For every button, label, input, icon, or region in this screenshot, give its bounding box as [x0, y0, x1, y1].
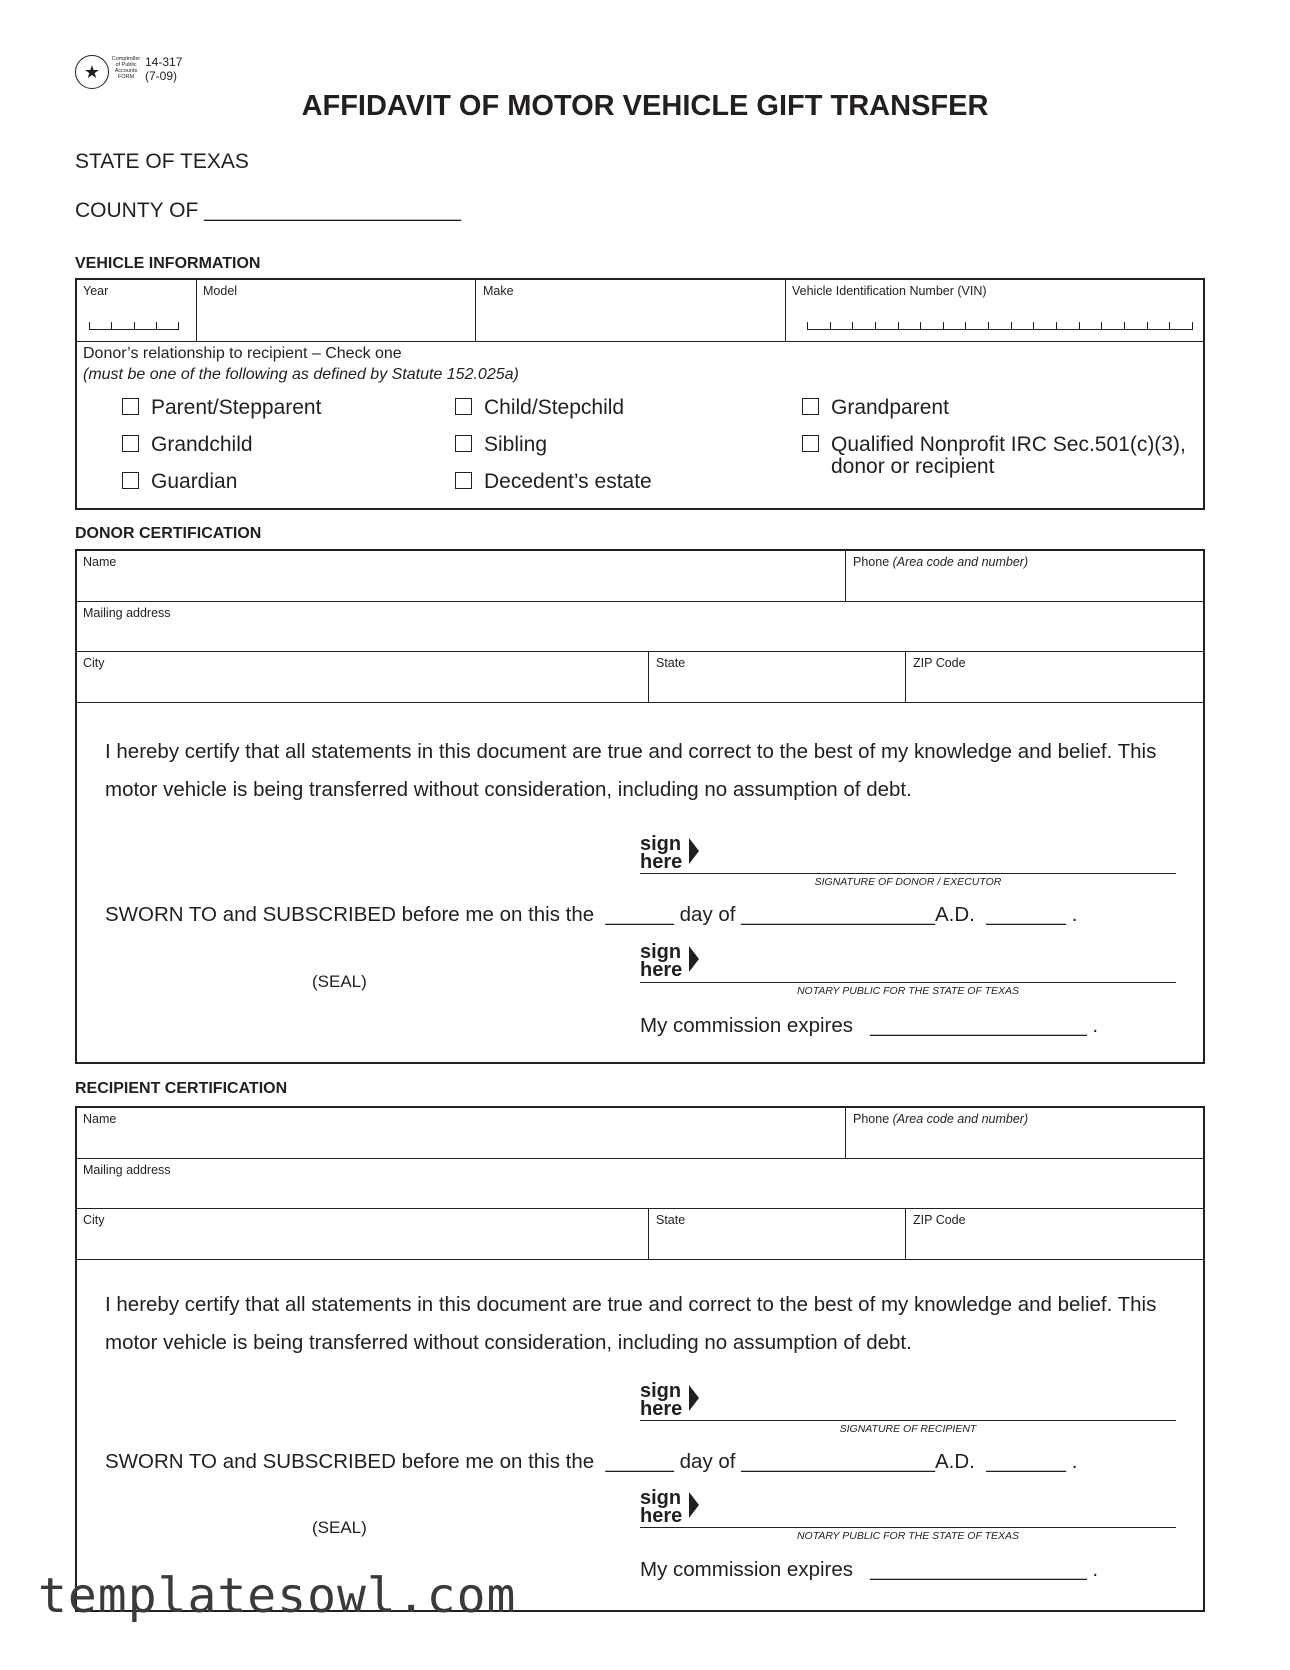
recipient-section-heading: RECIPIENT CERTIFICATION: [75, 1080, 288, 1097]
donor-address-label: Mailing address: [83, 606, 171, 620]
vin-label: Vehicle Identification Number (VIN): [792, 284, 987, 298]
donor-section-heading: DONOR CERTIFICATION: [75, 525, 262, 542]
divider: [196, 280, 197, 341]
recipient-certification-text: I hereby certify that all statements in this document are true and correct to the best of my knowledge and belief. This motor vehicle is being transferred without consideration, including no assumption of debt.: [105, 1293, 1157, 1354]
recipient-zip-field[interactable]: [913, 1229, 1197, 1257]
recipient-signature-caption: SIGNATURE OF RECIPIENT: [839, 1423, 977, 1435]
agency-name: Comptroller of Public Accounts FORM: [111, 56, 141, 80]
option-child-label: Child/Stepchild: [484, 396, 625, 419]
divider: [77, 601, 1203, 602]
donor-name-field[interactable]: [83, 571, 839, 599]
donor-notary-signature-line[interactable]: [640, 982, 1176, 983]
donor-zip-field[interactable]: [913, 672, 1197, 700]
divider: [77, 1259, 1203, 1260]
option-nonprofit-label: Qualified Nonprofit IRC Sec.501(c)(3),: [831, 433, 1186, 456]
donor-phone-label: Phone (Area code and number): [853, 555, 1029, 569]
donor-phone-field[interactable]: [853, 571, 1197, 599]
recipient-address-label: Mailing address: [83, 1163, 171, 1177]
recipient-notary-caption: NOTARY PUBLIC FOR THE STATE OF TEXAS: [796, 1530, 1020, 1542]
recipient-seal-label: (SEAL): [312, 1518, 367, 1537]
divider: [905, 651, 906, 702]
donor-zip-label: ZIP Code: [913, 656, 966, 670]
watermark: templatesowl.com: [38, 1568, 517, 1624]
recipient-state-label: State: [656, 1213, 686, 1227]
recipient-phone-field[interactable]: [853, 1128, 1197, 1156]
checkbox-grandchild[interactable]: [122, 435, 139, 452]
recipient-sworn-statement: SWORN TO and SUBSCRIBED before me on this the ______ day of _________________A.D. _______ .: [105, 1450, 1078, 1473]
donor-certification-text: I hereby certify that all statements in this document are true and correct to the best of my knowledge and belief. This motor vehicle is being transferred without consideration, including no assumption of debt.: [105, 740, 1157, 801]
county-field[interactable]: COUNTY OF ______________________: [75, 199, 462, 222]
recipient-city-field[interactable]: [83, 1229, 643, 1257]
divider: [648, 651, 649, 702]
relationship-label: Donor’s relationship to recipient – Check one: [83, 345, 402, 362]
make-label: Make: [483, 284, 514, 298]
sign-arrow-icon: [689, 1385, 699, 1411]
option-sibling-label: Sibling: [484, 433, 548, 456]
recipient-phone-label: Phone (Area code and number): [853, 1112, 1029, 1126]
year-label: Year: [83, 284, 109, 298]
vehicle-info-box: [75, 278, 1205, 510]
divider: [845, 1108, 846, 1158]
divider: [905, 1208, 906, 1259]
divider: [785, 280, 786, 341]
checkbox-parent[interactable]: [122, 398, 139, 415]
checkbox-decedent-estate[interactable]: [455, 472, 472, 489]
form-number-block: [145, 55, 182, 83]
state-label: STATE OF TEXAS: [75, 150, 249, 173]
recipient-city-label: City: [83, 1213, 105, 1227]
recipient-address-field[interactable]: [83, 1179, 1197, 1206]
divider: [77, 1158, 1203, 1159]
recipient-state-field[interactable]: [656, 1229, 899, 1257]
recipient-zip-label: ZIP Code: [913, 1213, 966, 1227]
comptroller-seal-icon: ★: [75, 55, 109, 89]
divider: [648, 1208, 649, 1259]
donor-address-field[interactable]: [83, 622, 1197, 649]
year-field[interactable]: [89, 322, 179, 330]
donor-city-field[interactable]: [83, 672, 643, 700]
recipient-name-label: Name: [83, 1112, 117, 1126]
donor-city-label: City: [83, 656, 105, 670]
sign-arrow-icon: [689, 1492, 699, 1518]
checkbox-sibling[interactable]: [455, 435, 472, 452]
checkbox-child[interactable]: [455, 398, 472, 415]
make-field[interactable]: [483, 302, 779, 338]
option-nonprofit-label-cont: donor or recipient: [831, 455, 995, 478]
divider: [845, 551, 846, 601]
option-guardian-label: Guardian: [151, 470, 238, 493]
option-parent-label: Parent/Stepparent: [151, 396, 322, 419]
divider: [77, 702, 1203, 703]
recipient-notary-sign-here-tag: sign here: [640, 1487, 683, 1527]
donor-state-label: State: [656, 656, 686, 670]
donor-sign-here-tag: sign here: [640, 833, 683, 873]
sign-arrow-icon: [689, 838, 699, 864]
vehicle-section-heading: VEHICLE INFORMATION: [75, 255, 261, 272]
donor-sworn-statement: SWORN TO and SUBSCRIBED before me on this the ______ day of _________________A.D. _______ .: [105, 903, 1078, 926]
recipient-notary-signature-line[interactable]: [640, 1527, 1176, 1528]
recipient-name-field[interactable]: [83, 1128, 839, 1156]
divider: [77, 651, 1203, 652]
donor-seal-label: (SEAL): [312, 972, 367, 991]
vin-field[interactable]: [807, 322, 1193, 330]
checkbox-guardian[interactable]: [122, 472, 139, 489]
donor-signature-line[interactable]: [640, 873, 1176, 874]
donor-signature-caption: SIGNATURE OF DONOR / EXECUTOR: [814, 876, 1002, 888]
option-grandchild-label: Grandchild: [151, 433, 253, 456]
relationship-note: (must be one of the following as defined by Statute 152.025a): [83, 366, 519, 383]
sign-arrow-icon: [689, 946, 699, 972]
option-grandparent-label: Grandparent: [831, 396, 949, 419]
page-title: AFFIDAVIT OF MOTOR VEHICLE GIFT TRANSFER: [301, 90, 989, 122]
option-decedent-estate-label: Decedent’s estate: [484, 470, 652, 493]
form-revision: (7-09): [145, 69, 178, 83]
divider: [77, 341, 1203, 342]
divider: [77, 1208, 1203, 1209]
form-number: 14-317: [145, 55, 183, 69]
model-label: Model: [203, 284, 238, 298]
donor-notary-sign-here-tag: sign here: [640, 941, 683, 981]
donor-notary-caption: NOTARY PUBLIC FOR THE STATE OF TEXAS: [796, 985, 1020, 997]
donor-state-field[interactable]: [656, 672, 899, 700]
checkbox-grandparent[interactable]: [802, 398, 819, 415]
checkbox-nonprofit[interactable]: [802, 435, 819, 452]
recipient-sign-here-tag: sign here: [640, 1380, 683, 1420]
recipient-signature-line[interactable]: [640, 1420, 1176, 1421]
divider: [475, 280, 476, 341]
donor-commission-expires: My commission expires ___________________ .: [640, 1014, 1099, 1037]
recipient-commission-expires: My commission expires ___________________ .: [640, 1558, 1099, 1581]
model-field[interactable]: [203, 302, 469, 338]
donor-name-label: Name: [83, 555, 117, 569]
